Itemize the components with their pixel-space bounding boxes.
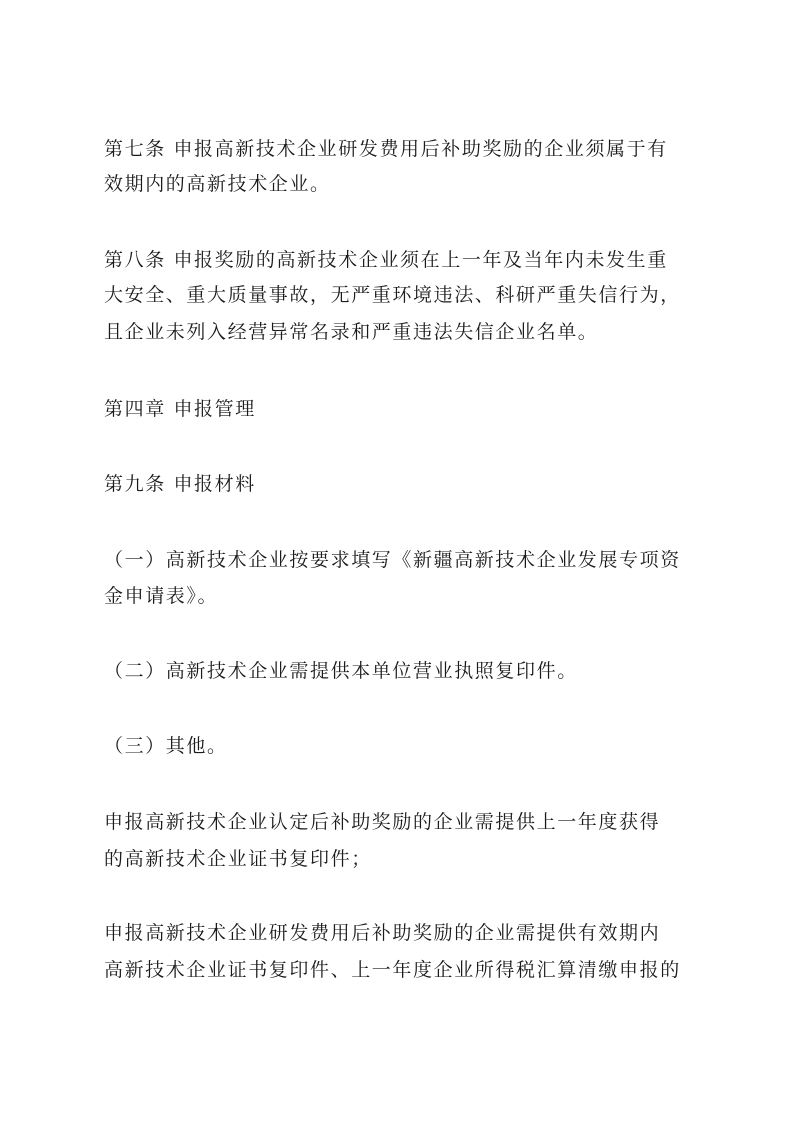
item-3-line-1: （三）其他。	[104, 735, 228, 757]
other-2-line-2: 高新技术企业证书复印件、上一年度企业所得税汇算清缴申报的	[104, 959, 681, 981]
article-8-line-1: 第八条 申报奖励的高新技术企业须在上一年及当年内未发生重	[104, 249, 668, 271]
other-1-line-1: 申报高新技术企业认定后补助奖励的企业需提供上一年度获得	[104, 811, 661, 833]
article-9-heading: 第九条 申报材料	[104, 473, 256, 495]
item-2-line-1: （二）高新技术企业需提供本单位营业执照复印件。	[104, 660, 578, 682]
item-1-line-2: 金申请表》。	[104, 585, 219, 607]
item-1-line-1: （一）高新技术企业按要求填写《新疆高新技术企业发展专项资	[104, 549, 681, 571]
article-7-line-2: 效期内的高新技术企业。	[104, 173, 331, 195]
chapter-4-heading: 第四章 申报管理	[104, 398, 256, 420]
article-8-line-3: 且企业未列入经营异常名录和严重违法失信企业名单。	[104, 321, 599, 343]
article-7-line-1: 第七条 申报高新技术企业研发费用后补助奖励的企业须属于有	[104, 138, 668, 160]
other-2-line-1: 申报高新技术企业研发费用后补助奖励的企业需提供有效期内	[104, 922, 661, 944]
other-1-line-2: 的高新技术企业证书复印件；	[104, 848, 372, 870]
article-8-line-2: 大安全、重大质量事故，无严重环境违法、科研严重失信行为，	[104, 284, 681, 306]
